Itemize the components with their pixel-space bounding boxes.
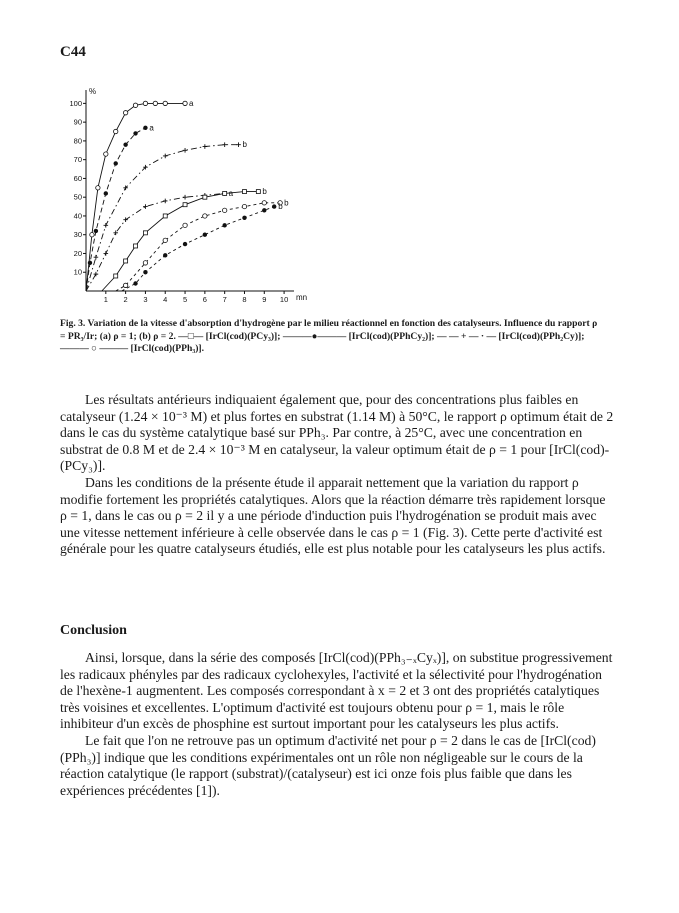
data-point: [242, 204, 246, 208]
data-point: [143, 261, 147, 265]
x-tick-label: 2: [123, 295, 128, 304]
data-point: [124, 259, 128, 263]
page-number: C44: [60, 44, 86, 60]
data-point: [163, 101, 167, 105]
y-tick-label: 10: [73, 267, 82, 277]
data-point: [143, 101, 147, 105]
y-tick-label: 80: [73, 136, 82, 146]
x-tick-label: 3: [143, 295, 148, 304]
data-point: [163, 253, 167, 257]
data-point: [262, 201, 266, 205]
data-point: [133, 131, 137, 135]
data-point: [262, 208, 266, 212]
x-tick-label: 5: [182, 295, 188, 304]
series-label: a: [189, 98, 194, 108]
data-point: [123, 283, 127, 287]
body-text-block-1: [60, 392, 615, 558]
data-point: [183, 242, 187, 246]
data-point: [104, 251, 109, 256]
y-tick-label: 90: [73, 117, 82, 127]
data-point: [163, 199, 168, 204]
data-point: [163, 154, 168, 159]
paragraph-3: Ainsi, lorsque, dans la série des composés [IrCl(cod)(PPh₃₋ₓCyₓ)], on substitue progressivement les radicaux phényles par des radicaux cyclohexyles, l'activité et la sélectivité pour l'hydrogénation de l'hexène-1 augmentent. Les composés correspondant à x = 2 et 3 ont des propriétés catalytiques très voisines et excellentes. L'optimum d'activité est toujours obtenu pour ρ = 1, mais le rôle inhibiteur d'un excès de phosphine est surtout important pour les catalyseurs les plus actifs.: [60, 650, 613, 732]
data-point: [143, 270, 147, 274]
data-point: [133, 103, 137, 107]
series-label: b: [262, 187, 267, 197]
series-line: [86, 193, 225, 291]
x-tick-label: 8: [242, 295, 247, 304]
paragraph-4: Le fait que l'on ne retrouve pas un optimum d'activité net pour ρ = 2 dans le cas de [IrCl(cod)(PPh₃)] indique que les conditions expérimentales ont un rôle non négligeable sur le cours de la réaction catalytique (le rapport (substrat)/(catalyseur) est ici onze fois plus faible que dans les expériences précédentes [1]).: [60, 732, 596, 798]
data-point: [222, 142, 227, 147]
data-point: [236, 142, 241, 147]
section-heading: Conclusion: [60, 623, 127, 638]
figure-3-chart: [56, 84, 316, 309]
data-point: [242, 190, 246, 194]
data-point: [88, 261, 92, 265]
data-point: [272, 204, 276, 208]
data-point: [203, 144, 208, 149]
data-point: [94, 272, 99, 277]
data-point: [133, 281, 137, 285]
series-line: [116, 203, 280, 291]
y-tick-label: 70: [73, 155, 82, 165]
y-tick-label: 20: [73, 248, 82, 258]
data-point: [114, 129, 118, 133]
y-tick-label: 40: [73, 211, 82, 221]
data-point: [256, 190, 260, 194]
data-point: [114, 161, 118, 165]
data-point: [183, 223, 187, 227]
data-point: [96, 186, 100, 190]
y-tick-label: 60: [73, 173, 82, 183]
series-label: a: [228, 188, 234, 198]
data-point: [183, 101, 187, 105]
x-axis-unit: mn: [296, 293, 308, 302]
data-point: [163, 214, 167, 218]
series-label: b: [278, 202, 283, 212]
data-point: [104, 223, 109, 228]
series-label: b: [284, 198, 289, 208]
data-point: [203, 195, 207, 199]
data-point: [183, 148, 188, 153]
data-point: [143, 231, 147, 235]
data-point: [94, 229, 98, 233]
data-point: [143, 204, 148, 209]
data-point: [123, 111, 127, 115]
paragraph-2: Dans les conditions de la présente étude il apparait nettement que la variation du rapport ρ modifie fortement les propriétés catalytiques. Alors que la réaction démarre très rapidement lorsque ρ = 1, dans le cas ou ρ = 2 il y a une période d'induction puis l'hydrogénation se produit mais avec une vitesse nettement inférieure à celle observée dans le cas ρ = 1 (Fig. 3). Cette perte d'activité est générale pour les quatre catalyseurs étudiés, elle est plus notable pour les catalyseurs les plus actifs.: [60, 474, 606, 557]
data-point: [153, 101, 157, 105]
data-point: [183, 203, 187, 207]
x-tick-label: 7: [222, 295, 227, 304]
y-tick-label: 30: [73, 230, 82, 240]
data-point: [114, 274, 118, 278]
x-tick-label: 1: [103, 295, 108, 304]
data-point: [203, 233, 207, 237]
data-point: [183, 195, 188, 200]
body-text-block-2: [60, 650, 615, 799]
data-point: [203, 214, 207, 218]
data-point: [104, 152, 108, 156]
series-line: [102, 192, 258, 291]
data-point: [222, 208, 226, 212]
data-point: [223, 191, 227, 195]
data-point: [134, 244, 138, 248]
paragraph-1: Les résultats antérieurs indiquaient également que, pour des concentrations plus faibles en catalyseur (1.24 × 10⁻³ M) et plus fortes en substrat (1.14 M) à 50°C, le rapport ρ optimum était de 2 dans le cas du système catalytique basé sur PPh₃. Par contre, à 25°C, avec une concentration en substrat de 0.8 M et de 2.4 × 10⁻³ M en catalyseur, la valeur optimum était de ρ = 1 pour [IrCl(cod)-(PCy₃)].: [60, 392, 614, 474]
x-tick-label: 6: [202, 295, 207, 304]
series-label: b: [242, 140, 247, 150]
x-tick-label: 4: [163, 295, 168, 304]
x-tick-label: 10: [279, 295, 289, 304]
y-tick-label: 50: [73, 192, 82, 202]
y-axis-unit: %: [89, 87, 97, 96]
data-point: [94, 255, 99, 260]
data-point: [222, 223, 226, 227]
y-tick-label: 100: [69, 98, 82, 108]
figure-caption: Fig. 3. Variation de la vitesse d'absorption d'hydrogène par le milieu réactionnel en fonction des catalyseurs. Influence du rapport ρ = PR₃/Ir; (a) ρ = 1; (b) ρ = 2. —□— [IrCl(cod)(PCy₃)]; ———●——— [IrCl(cod)(PPhCy₂)]; — — + — · — [IrCl(cod)(PPh₂Cy)]; ——— ○ ——— [IrCl(cod)(PPh₃)].: [60, 318, 598, 354]
data-point: [104, 191, 108, 195]
series-line: [86, 145, 239, 291]
data-point: [123, 142, 127, 146]
data-point: [163, 238, 167, 242]
series-label: a: [149, 123, 154, 133]
data-point: [143, 126, 147, 130]
data-point: [242, 216, 246, 220]
x-tick-label: 9: [262, 295, 267, 304]
data-point: [90, 233, 94, 237]
